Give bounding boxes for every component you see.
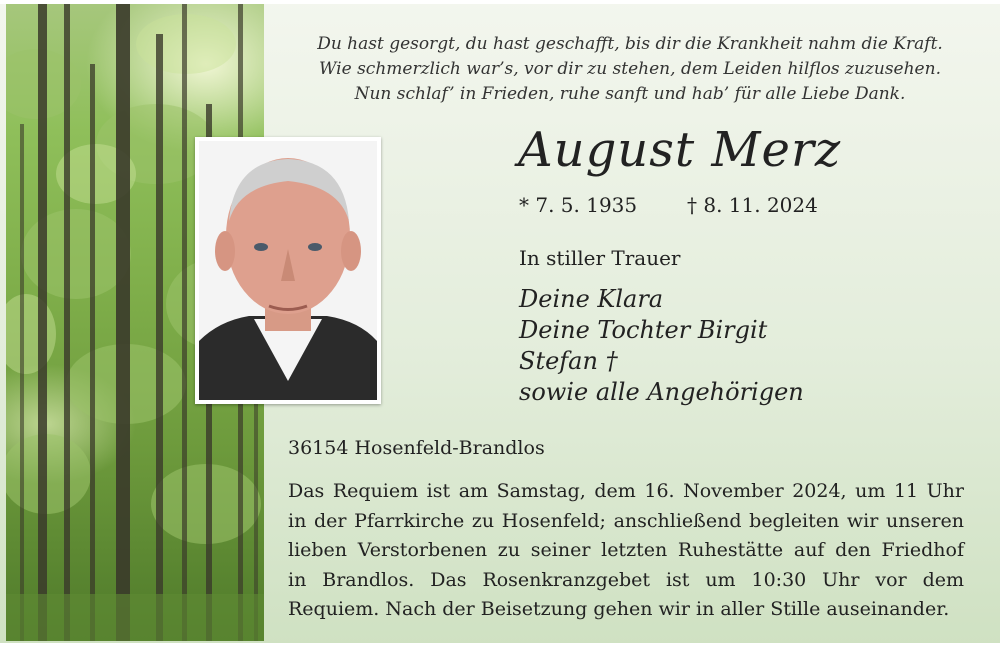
quote-line: Wie schmerzlich war’s, vor dir zu stehen, dem Leiden hilflos zuzusehen. (319, 59, 941, 79)
quote-line: Du hast gesorgt, du hast geschafft, bis dir die Krankheit nahm die Kraft. (317, 34, 943, 54)
portrait-photo (195, 137, 381, 404)
portrait-graphic (199, 141, 377, 400)
family-member: sowie alle Angehörigen (519, 378, 804, 406)
mourning-heading: In stiller Trauer (519, 246, 681, 270)
birth-date: * 7. 5. 1935 (519, 193, 638, 217)
text-line: Das Requiem ist am Samstag, dem 16. November 2024, um 11 Uhr (288, 480, 964, 502)
text-line: Requiem. Nach der Beisetzung gehen wir in aller Stille auseinander. (288, 598, 950, 620)
bottom-border (0, 643, 1000, 647)
text-line: in der Pfarrkirche zu Hosenfeld; anschließend begleiten wir unseren (288, 509, 964, 532)
text-line: lieben Verstorbenen zu seiner letzten Ruhestätte auf den Friedhof (288, 539, 964, 561)
place-address: 36154 Hosenfeld-Brandlos (288, 437, 545, 459)
text-line: in Brandlos. Das Rosenkranzgebet ist um 10:30 Uhr vor dem (288, 568, 964, 591)
service-information (288, 477, 964, 625)
family-member: Stefan † (519, 347, 618, 375)
poem-quote (280, 32, 980, 107)
family-member: Deine Tochter Birgit (519, 316, 768, 344)
life-dates (519, 193, 818, 217)
portrait-image (199, 141, 377, 400)
quote-line: Nun schlaf’ in Frieden, ruhe sanft und hab’ für alle Liebe Dank. (354, 84, 906, 104)
deceased-name: August Merz (518, 122, 842, 178)
family-list (519, 284, 804, 408)
death-date: † 8. 11. 2024 (687, 193, 818, 217)
family-member: Deine Klara (519, 285, 664, 313)
